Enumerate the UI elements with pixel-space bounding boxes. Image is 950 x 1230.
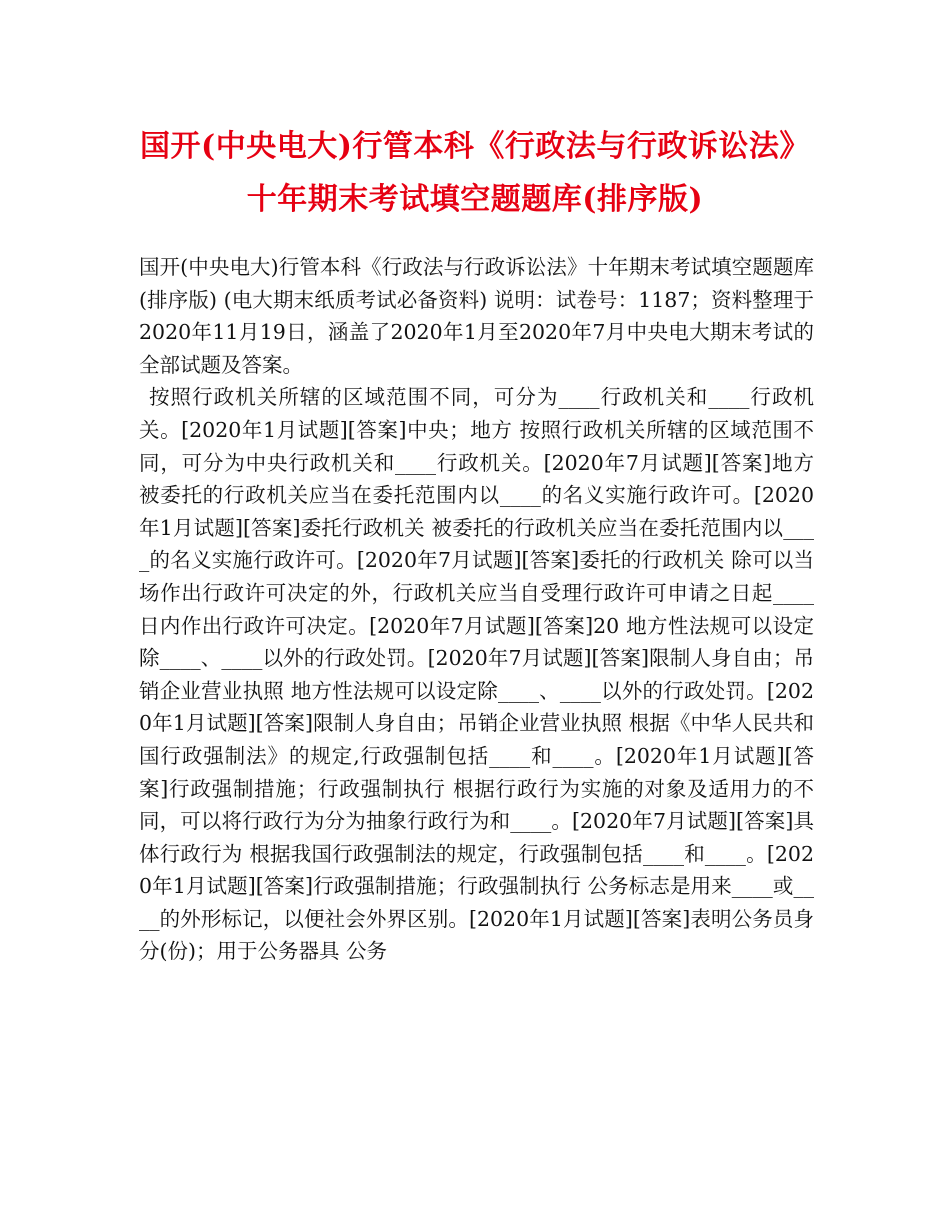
document-body <box>139 251 814 968</box>
question-bank-paragraph: 按照行政机关所辖的区域范围不同，可分为____行政机关和____行政机关。[2020年1月试题][答案]中央；地方 按照行政机关所辖的区域范围不同，可分为中央行政机关和____行政机关。[2020年7月试题][答案]地方 被委托的行政机关应当在委托范围内以____的名义实施行政许可。[2020年1月试题][答案]委托行政机关 被委托的行政机关应当在委托范围内以____的名义实施行政许可。[2020年7月试题][答案]委托的行政机关 除可以当场作出行政许可决定的外，行政机关应当自受理行政许可申请之日起____日内作出行政许可决定。[2020年7月试题][答案]20 地方性法规可以设定除____、____以外的行政处罚。[2020年7月试题][答案]限制人身自由；吊销企业营业执照 地方性法规可以设定除____、____以外的行政处罚。[2020年1月试题][答案]限制人身自由；吊销企业营业执照 根据《中华人民共和国行政强制法》的规定,行政强制包括____和____。[2020年1月试题][答案]行政强制措施；行政强制执行 根据行政行为实施的对象及适用力的不同，可以将行政行为分为抽象行政行为和____。[2020年7月试题][答案]具体行政行为 根据我国行政强制法的规定，行政强制包括____和____。[2020年1月试题][答案]行政强制措施；行政强制执行 公务标志是用来____或____的外形标记，以便社会外界区别。[2020年1月试题][答案]表明公务员身分(份)；用于公务器具 公务 <box>139 385 814 964</box>
document-title: 国开(中央电大)行管本科《行政法与行政诉讼法》十年期末考试填空题题库(排序版) <box>140 129 810 217</box>
intro-paragraph: 国开(中央电大)行管本科《行政法与行政诉讼法》十年期末考试填空题题库(排序版) (电大期末纸质考试必备资料) 说明：试卷号：1187；资料整理于2020年11月19日，涵盖了2020年1月至2020年7月中央电大期末考试的全部试题及答案。 <box>139 255 814 377</box>
